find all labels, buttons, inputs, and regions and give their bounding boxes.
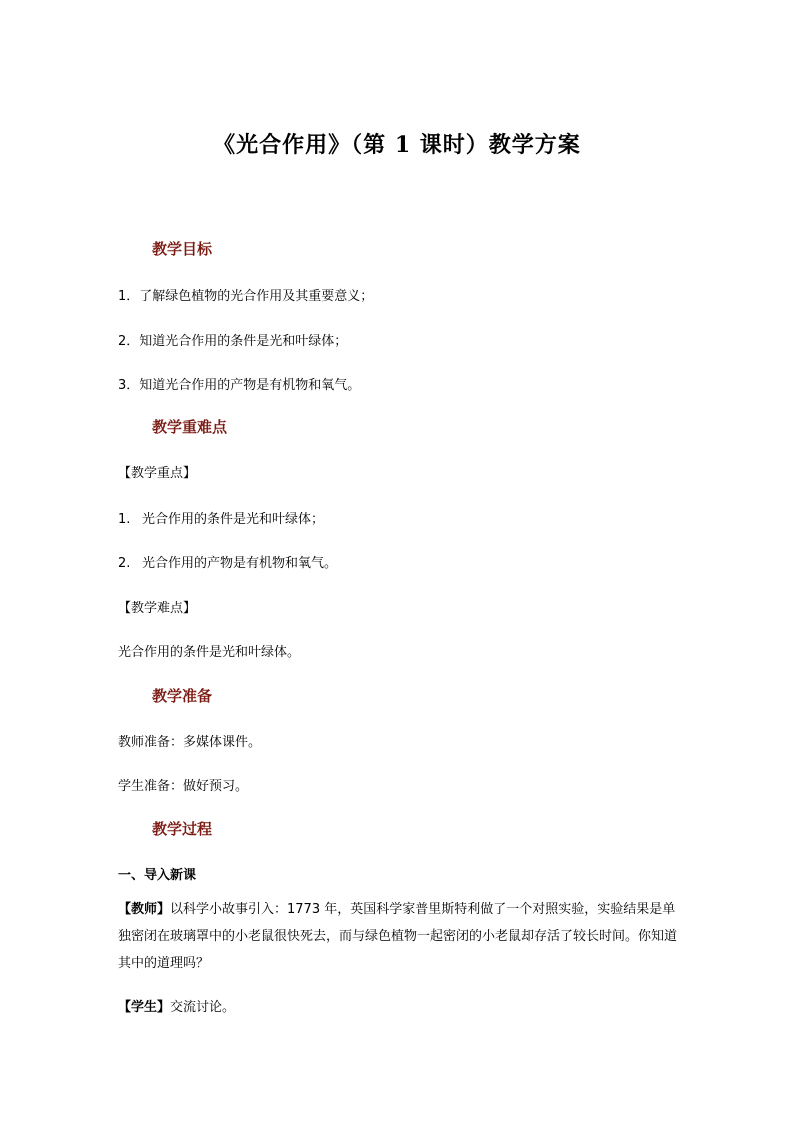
teacher-paragraph (118, 896, 678, 977)
student-text: 交流讨论。 (170, 1000, 236, 1015)
focus-item-text: 光合作用的产物是有机物和氧气。 (142, 556, 338, 571)
student-paragraph (118, 996, 235, 1015)
objective-item: 1．了解绿色植物的光合作用及其重要意义； (118, 289, 374, 304)
student-label: 【学生】 (118, 1000, 171, 1015)
focus-item-text: 光合作用的条件是光和叶绿体； (142, 512, 325, 527)
focus-label: 【教学重点】 (118, 466, 197, 481)
focus-item (118, 508, 324, 527)
teacher-text: 以科学小故事引入：1773 年，英国科学家普里斯特利做了一个对照实验，实验结果是单独密闭在玻璃罩中的小老鼠很快死去，而与绿色植物一起密闭的小老鼠却存活了较长时间。你知道其中的道理吗？ (118, 902, 678, 971)
teacher-preparation: 教师准备：多媒体课件。 (118, 735, 262, 750)
section-heading-key-points: 教学重难点 (152, 418, 228, 436)
objective-item: 2．知道光合作用的条件是光和叶绿体； (118, 334, 348, 349)
step-title: 一、导入新课 (118, 868, 197, 883)
focus-item (118, 552, 337, 571)
difficulty-text: 光合作用的条件是光和叶绿体。 (118, 645, 301, 660)
page-title: 《光合作用》（第 1 课时）教学方案 (213, 132, 581, 158)
difficulty-label: 【教学难点】 (118, 601, 197, 616)
objective-item: 3．知道光合作用的产物是有机物和氧气。 (118, 378, 361, 393)
focus-item-number: 2. (118, 556, 131, 571)
student-preparation: 学生准备：做好预习。 (118, 779, 249, 794)
section-heading-process: 教学过程 (152, 820, 213, 838)
section-heading-objectives: 教学目标 (152, 240, 213, 258)
focus-item-number: 1. (118, 512, 131, 527)
teacher-label: 【教师】 (118, 902, 171, 917)
section-heading-preparation: 教学准备 (152, 687, 213, 705)
